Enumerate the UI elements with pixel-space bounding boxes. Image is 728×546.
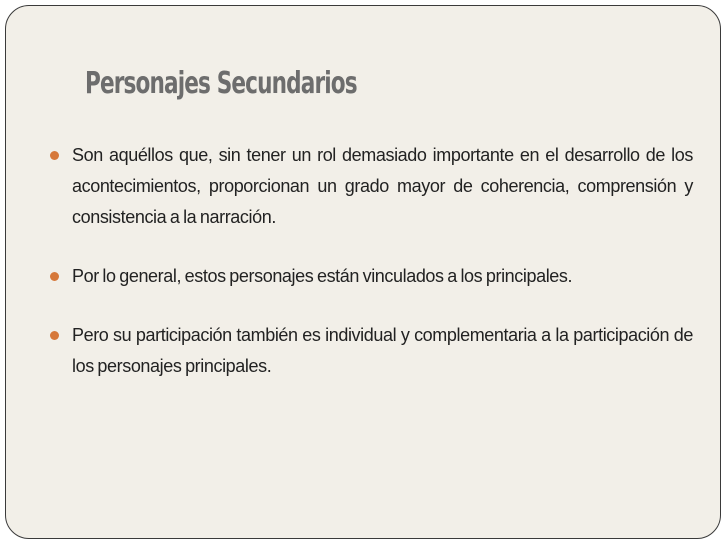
bullet-dot-icon xyxy=(50,272,59,281)
bullet-item xyxy=(42,320,693,382)
bullet-text: Por lo general, estos personajes están vinculados a los principales. xyxy=(72,266,573,286)
bullet-text: Pero su participación también es individual y complementaria a la participación de los personajes principales. xyxy=(72,325,693,376)
bullet-item xyxy=(42,140,693,233)
slide-title: Personajes Secundarios xyxy=(85,66,357,101)
slide-frame xyxy=(5,5,721,539)
bullet-dot-icon xyxy=(50,331,59,340)
bullet-text: Son aquéllos que, sin tener un rol demasiado importante en el desarrollo de los acontecimientos, proporcionan un grado mayor de coherencia, comprensión y consistencia a la narración. xyxy=(72,145,693,227)
bullet-list xyxy=(42,140,693,382)
bullet-dot-icon xyxy=(50,151,59,160)
bullet-item xyxy=(42,261,693,292)
